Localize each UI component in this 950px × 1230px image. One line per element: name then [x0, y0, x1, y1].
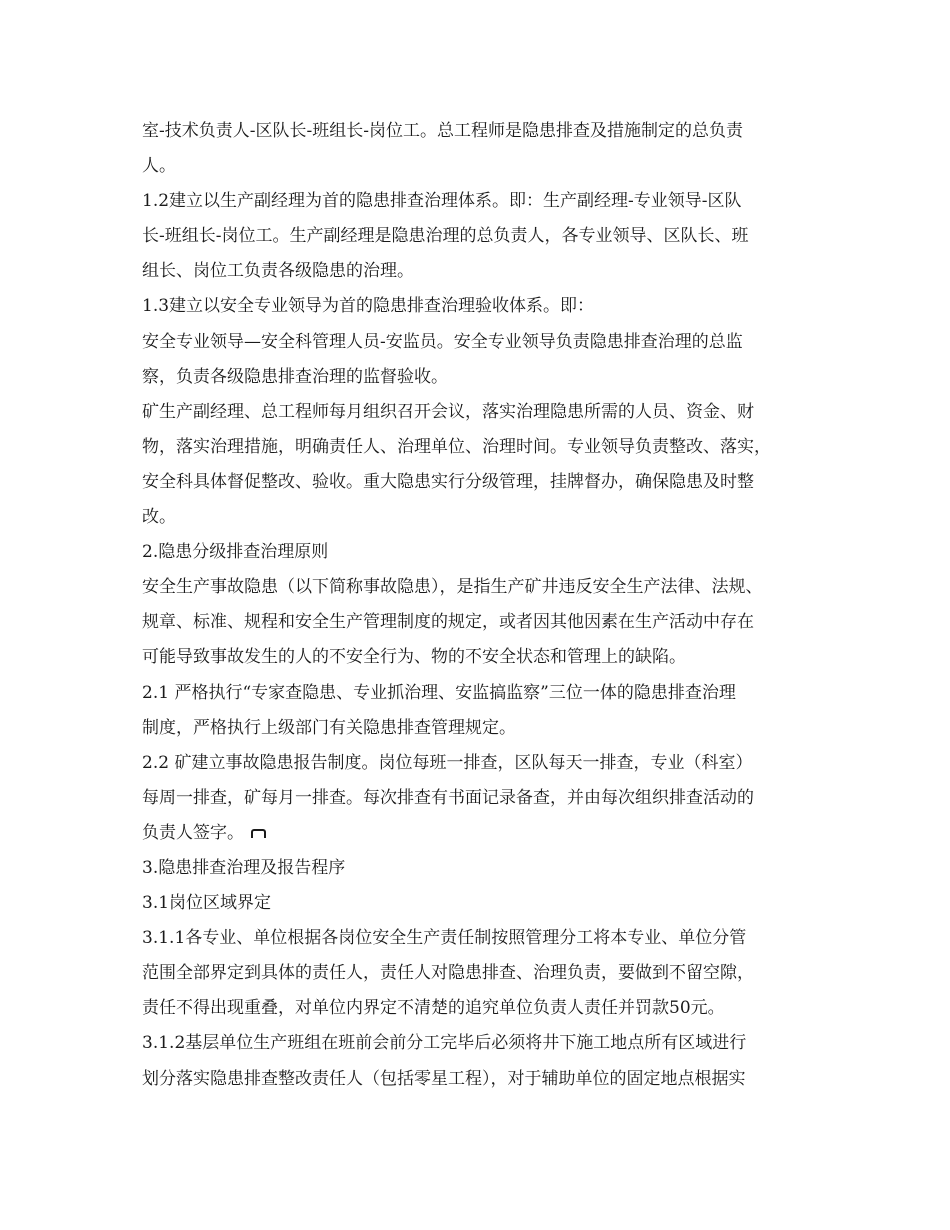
document-body [142, 114, 822, 1097]
text-line: 安全专业领导—安全科管理人员-安监员。安全专业领导负责隐患排查治理的总监 [142, 331, 743, 352]
text-line: 2.1 严格执行“专家查隐患、专业抓治理、安监搞监察”三位一体的隐患排查治理 [142, 682, 736, 703]
text-line: 长-班组长-岗位工。生产副经理是隐患治理的总负责人，各专业领导、区队长、班 [142, 226, 749, 247]
text-line: 改。 [142, 507, 176, 528]
text-line: 物，落实治理措施，明确责任人、治理单位、治理时间。专业领导负责整改、落实， [142, 436, 771, 457]
text-line: 人。 [142, 156, 176, 177]
text-line: 制度，严格执行上级部门有关隐患排查管理规定。 [142, 717, 516, 738]
text-line: 范围全部界定到具体的责任人，责任人对隐患排查、治理负责，要做到不留空隙， [142, 963, 754, 984]
text-line: 1.3建立以安全专业领导为首的隐患排查治理验收体系。即： [142, 296, 595, 317]
text-line: 责任不得出现重叠，对单位内界定不清楚的追究单位负责人责任并罚款50元。 [142, 998, 725, 1019]
text-line: 1.2建立以生产副经理为首的隐患排查治理体系。即：生产副经理-专业领导-区队 [142, 191, 742, 212]
text-line: 规章、标准、规程和安全生产管理制度的规定，或者因其他因素在生产活动中存在 [142, 612, 754, 633]
subsection-heading: 3.1岗位区域界定 [142, 893, 272, 914]
text-line: 察，负责各级隐患排查治理的监督验收。 [142, 366, 448, 387]
arc-mark-icon [250, 828, 264, 838]
text-line: 负责人签字。 [142, 822, 244, 843]
text-line: 室-技术负责人-区队长-班组长-岗位工。总工程师是隐患排查及措施制定的总负责 [142, 121, 743, 141]
section-heading: 2.隐患分级排查治理原则 [142, 542, 329, 563]
text-line: 矿生产副经理、总工程师每月组织召开会议，落实治理隐患所需的人员、资金、财 [142, 401, 754, 422]
text-line: 3.1.1各专业、单位根据各岗位安全生产责任制按照管理分工将本专业、单位分管 [142, 928, 747, 949]
text-line: 可能导致事故发生的人的不安全行为、物的不安全状态和管理上的缺陷。 [142, 647, 686, 668]
text-line: 2.2 矿建立事故隐患报告制度。岗位每班一排查，区队每天一排查，专业（科室） [142, 752, 753, 773]
section-heading: 3.隐患排查治理及报告程序 [142, 857, 346, 878]
text-line: 安全生产事故隐患（以下简称事故隐患），是指生产矿井违反安全生产法律、法规、 [142, 577, 763, 598]
text-line: 安全科具体督促整改、验收。重大隐患实行分级管理，挂牌督办，确保隐患及时整 [142, 471, 754, 492]
text-line: 组长、岗位工负责各级隐患的治理。 [142, 261, 414, 282]
text-line: 3.1.2基层单位生产班组在班前会前分工完毕后必须将井下施工地点所有区域进行 [142, 1033, 747, 1054]
text-line: 划分落实隐患排查整改责任人（包括零星工程），对于辅助单位的固定地点根据实 [142, 1068, 746, 1089]
text-line: 每周一排查，矿每月一排查。每次排查有书面记录备查，并由每次组织排查活动的 [142, 787, 754, 808]
text-line-with-mark [142, 816, 822, 851]
